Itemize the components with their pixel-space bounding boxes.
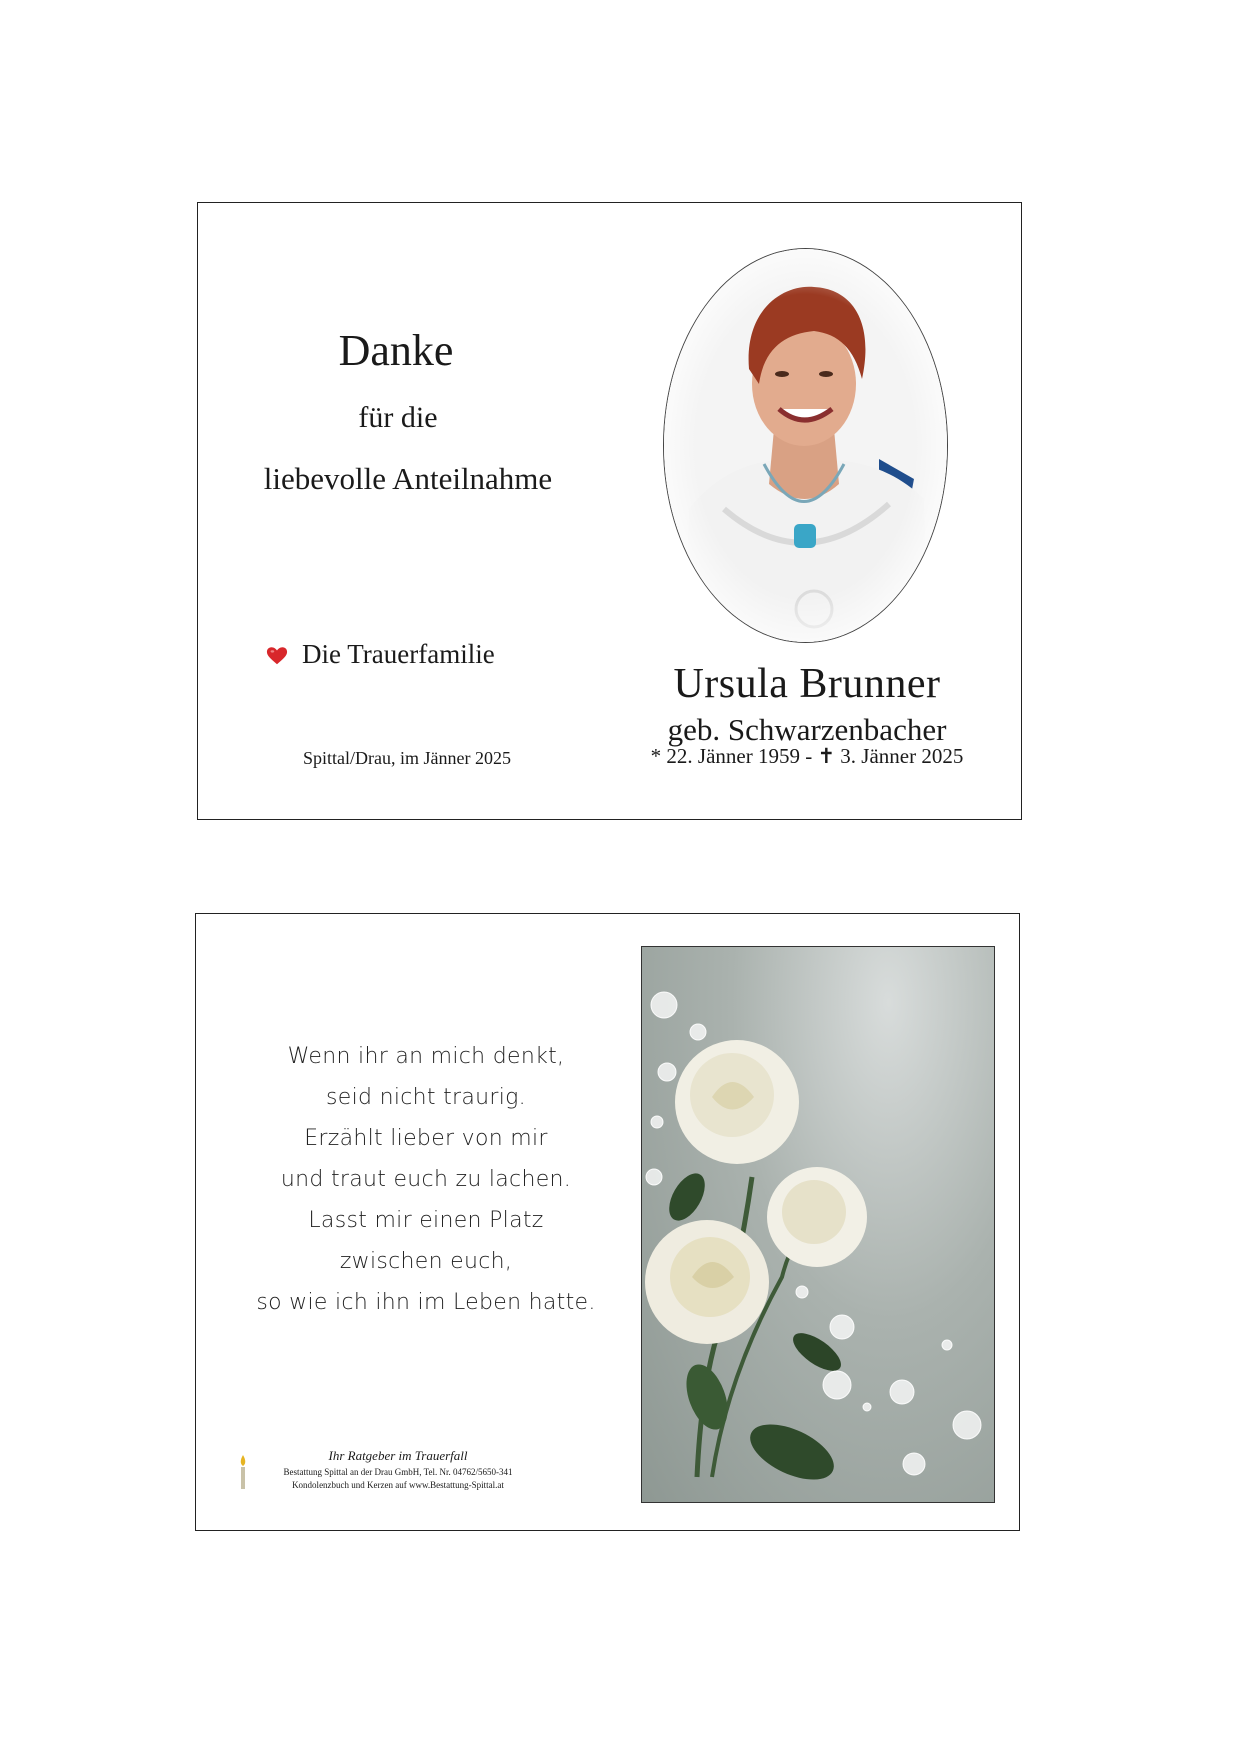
thank-you-card-back xyxy=(195,913,1020,1531)
candle-icon xyxy=(236,1454,250,1490)
poem-line: seid nicht traurig. xyxy=(326,1085,526,1110)
white-roses-image xyxy=(641,946,995,1503)
thanks-line-2: liebevolle Anteilnahme xyxy=(263,461,553,496)
thank-you-card-front xyxy=(197,202,1022,820)
thanks-line-1: für die xyxy=(358,401,438,434)
place-date: Spittal/Drau, im Jänner 2025 xyxy=(303,748,511,768)
footer-title: Ihr Ratgeber im Trauerfall xyxy=(328,1448,468,1463)
poem-line: Wenn ihr an mich denkt, xyxy=(287,1044,565,1069)
poem-line: und traut euch zu lachen. xyxy=(280,1167,572,1192)
poem-line: Lasst mir einen Platz xyxy=(308,1208,544,1233)
poem-line: zwischen euch, xyxy=(339,1249,513,1274)
family-signature: Die Trauerfamilie xyxy=(302,639,495,669)
life-dates: * 22. Jänner 1959 - ✝ 3. Jänner 2025 xyxy=(650,744,964,768)
footer-website: Kondolenzbuch und Kerzen auf www.Bestattung-Spittal.at xyxy=(292,1480,504,1490)
footer-company: Bestattung Spittal an der Drau GmbH, Tel. Nr. 04762/5650-341 xyxy=(283,1467,513,1477)
portrait-photo xyxy=(663,248,948,643)
poem-line: Erzählt lieber von mir xyxy=(304,1126,548,1151)
poem-line: so wie ich ihn im Leben hatte. xyxy=(256,1290,596,1315)
poem xyxy=(236,1036,616,1323)
heart-icon xyxy=(266,645,288,667)
deceased-name: Ursula Brunner xyxy=(673,661,941,707)
birth-name: geb. Schwarzenbacher xyxy=(667,712,947,747)
card-title: Danke xyxy=(338,326,454,375)
